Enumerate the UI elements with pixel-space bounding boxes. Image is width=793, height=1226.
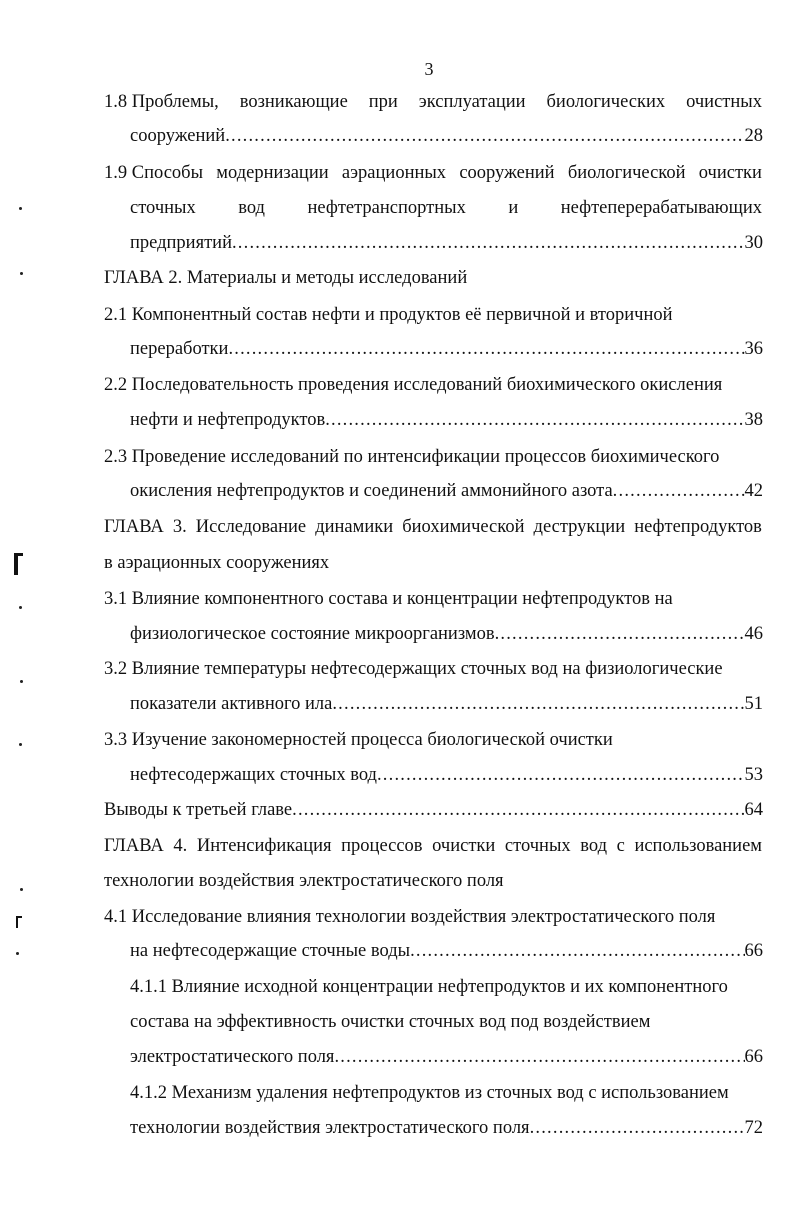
- toc-entry-4-1-line2[interactable]: на нефтесодержащие сточные воды ..... 66: [130, 939, 763, 963]
- toc-entry-1-8-line2[interactable]: сооружений ..... 28: [130, 124, 763, 148]
- chapter-4-heading-line2: технологии воздействия электростатического поля: [104, 871, 504, 891]
- page-ref: 46: [744, 624, 763, 644]
- chapter-2-heading[interactable]: ГЛАВА 2. Материалы и методы исследований: [104, 268, 468, 288]
- toc-entry-1-9-line2: сточных вод нефтетранспортных и нефтеперерабатывающих: [130, 198, 762, 218]
- scan-mark: [14, 553, 18, 575]
- toc-entry-1-9-line1: 1.9 Способы модернизации аэрационных сооружений биологической очистки: [104, 163, 762, 183]
- dot-leader: [232, 231, 745, 255]
- scan-speck: [20, 680, 23, 683]
- toc-entry-4-1-1-line3[interactable]: электростатического поля ..... 66: [130, 1045, 763, 1069]
- toc-entry-conclusions-chapter-3[interactable]: Выводы к третьей главе ..... 64: [104, 798, 763, 822]
- page-ref: 66: [744, 1047, 763, 1067]
- toc-entry-3-3-line2[interactable]: нефтесодержащих сточных вод ..... 53: [130, 763, 763, 787]
- toc-entry-3-3-line1: 3.3 Изучение закономерностей процесса биологической очистки: [104, 730, 613, 750]
- dot-leader: [410, 939, 744, 963]
- dot-leader: [377, 763, 745, 787]
- toc-entry-4-1-2-line1: 4.1.2 Механизм удаления нефтепродуктов из сточных вод с использованием: [130, 1083, 729, 1103]
- toc-entry-2-3-line2[interactable]: окисления нефтепродуктов и соединений аммонийного азота ..... 42: [130, 479, 763, 503]
- toc-entry-4-1-line1: 4.1 Исследование влияния технологии воздействия электростатического поля: [104, 907, 716, 927]
- toc-entry-2-3-line1: 2.3 Проведение исследований по интенсификации процессов биохимического: [104, 447, 720, 467]
- scan-mark: [16, 916, 22, 918]
- toc-entry-3-2-line2[interactable]: показатели активного ила ..... 51: [130, 692, 763, 716]
- toc-entry-3-1-line1: 3.1 Влияние компонентного состава и концентрации нефтепродуктов на: [104, 589, 673, 609]
- toc-entry-2-1-line2[interactable]: переработки ..... 36: [130, 337, 763, 361]
- dot-leader: [613, 479, 745, 503]
- dot-leader: [325, 408, 744, 432]
- toc-entry-2-2-line2[interactable]: нефти и нефтепродуктов ..... 38: [130, 408, 763, 432]
- scan-speck: [16, 952, 19, 955]
- toc-entry-4-1-1-line2: состава на эффективность очистки сточных вод под воздействием: [130, 1012, 651, 1032]
- chapter-3-heading-line2: в аэрационных сооружениях: [104, 553, 330, 573]
- page-number: 3: [424, 59, 434, 79]
- page-ref: 66: [744, 941, 763, 961]
- page-ref: 30: [744, 233, 763, 253]
- chapter-3-heading-line1[interactable]: ГЛАВА 3. Исследование динамики биохимической деструкции нефтепродуктов: [104, 517, 762, 537]
- chapter-4-heading-line1[interactable]: ГЛАВА 4. Интенсификация процессов очистки сточных вод с использованием: [104, 836, 762, 856]
- toc-entry-2-2-line1: 2.2 Последовательность проведения исследований биохимического окисления: [104, 375, 723, 395]
- dot-leader: [228, 337, 744, 361]
- dot-leader: [495, 622, 745, 646]
- scan-speck: [20, 272, 23, 275]
- page-ref: 72: [744, 1118, 763, 1138]
- toc-entry-2-1-line1: 2.1 Компонентный состав нефти и продуктов её первичной и вторичной: [104, 305, 673, 325]
- dot-leader: [334, 1045, 744, 1069]
- page-ref: 64: [744, 800, 763, 820]
- toc-entry-1-9-line3[interactable]: предприятий ..... 30: [130, 231, 763, 255]
- toc-entry-1-8-line1: 1.8 Проблемы, возникающие при эксплуатации биологических очистных: [104, 92, 762, 112]
- dot-leader: [225, 124, 744, 148]
- dot-leader: [332, 692, 744, 716]
- page-ref: 42: [744, 481, 763, 501]
- scan-mark: [14, 553, 23, 556]
- dot-leader: [292, 798, 744, 822]
- toc-entry-3-1-line2[interactable]: физиологическое состояние микроорганизмов ..... 46: [130, 622, 763, 646]
- page-ref: 38: [744, 410, 763, 430]
- page-ref: 28: [744, 126, 763, 146]
- toc-entry-3-2-line1: 3.2 Влияние температуры нефтесодержащих сточных вод на физиологические: [104, 659, 723, 679]
- dot-leader: [530, 1116, 745, 1140]
- toc-entry-4-1-1-line1: 4.1.1 Влияние исходной концентрации нефтепродуктов и их компонентного: [130, 977, 728, 997]
- page-ref: 51: [744, 694, 763, 714]
- scan-speck: [20, 888, 23, 891]
- page-ref: 53: [744, 765, 763, 785]
- scan-speck: [19, 207, 22, 210]
- page-ref: 36: [744, 339, 763, 359]
- scan-speck: [19, 743, 22, 746]
- scan-speck: [19, 606, 22, 609]
- toc-entry-4-1-2-line2[interactable]: технологии воздействия электростатического поля ..... 72: [130, 1116, 763, 1140]
